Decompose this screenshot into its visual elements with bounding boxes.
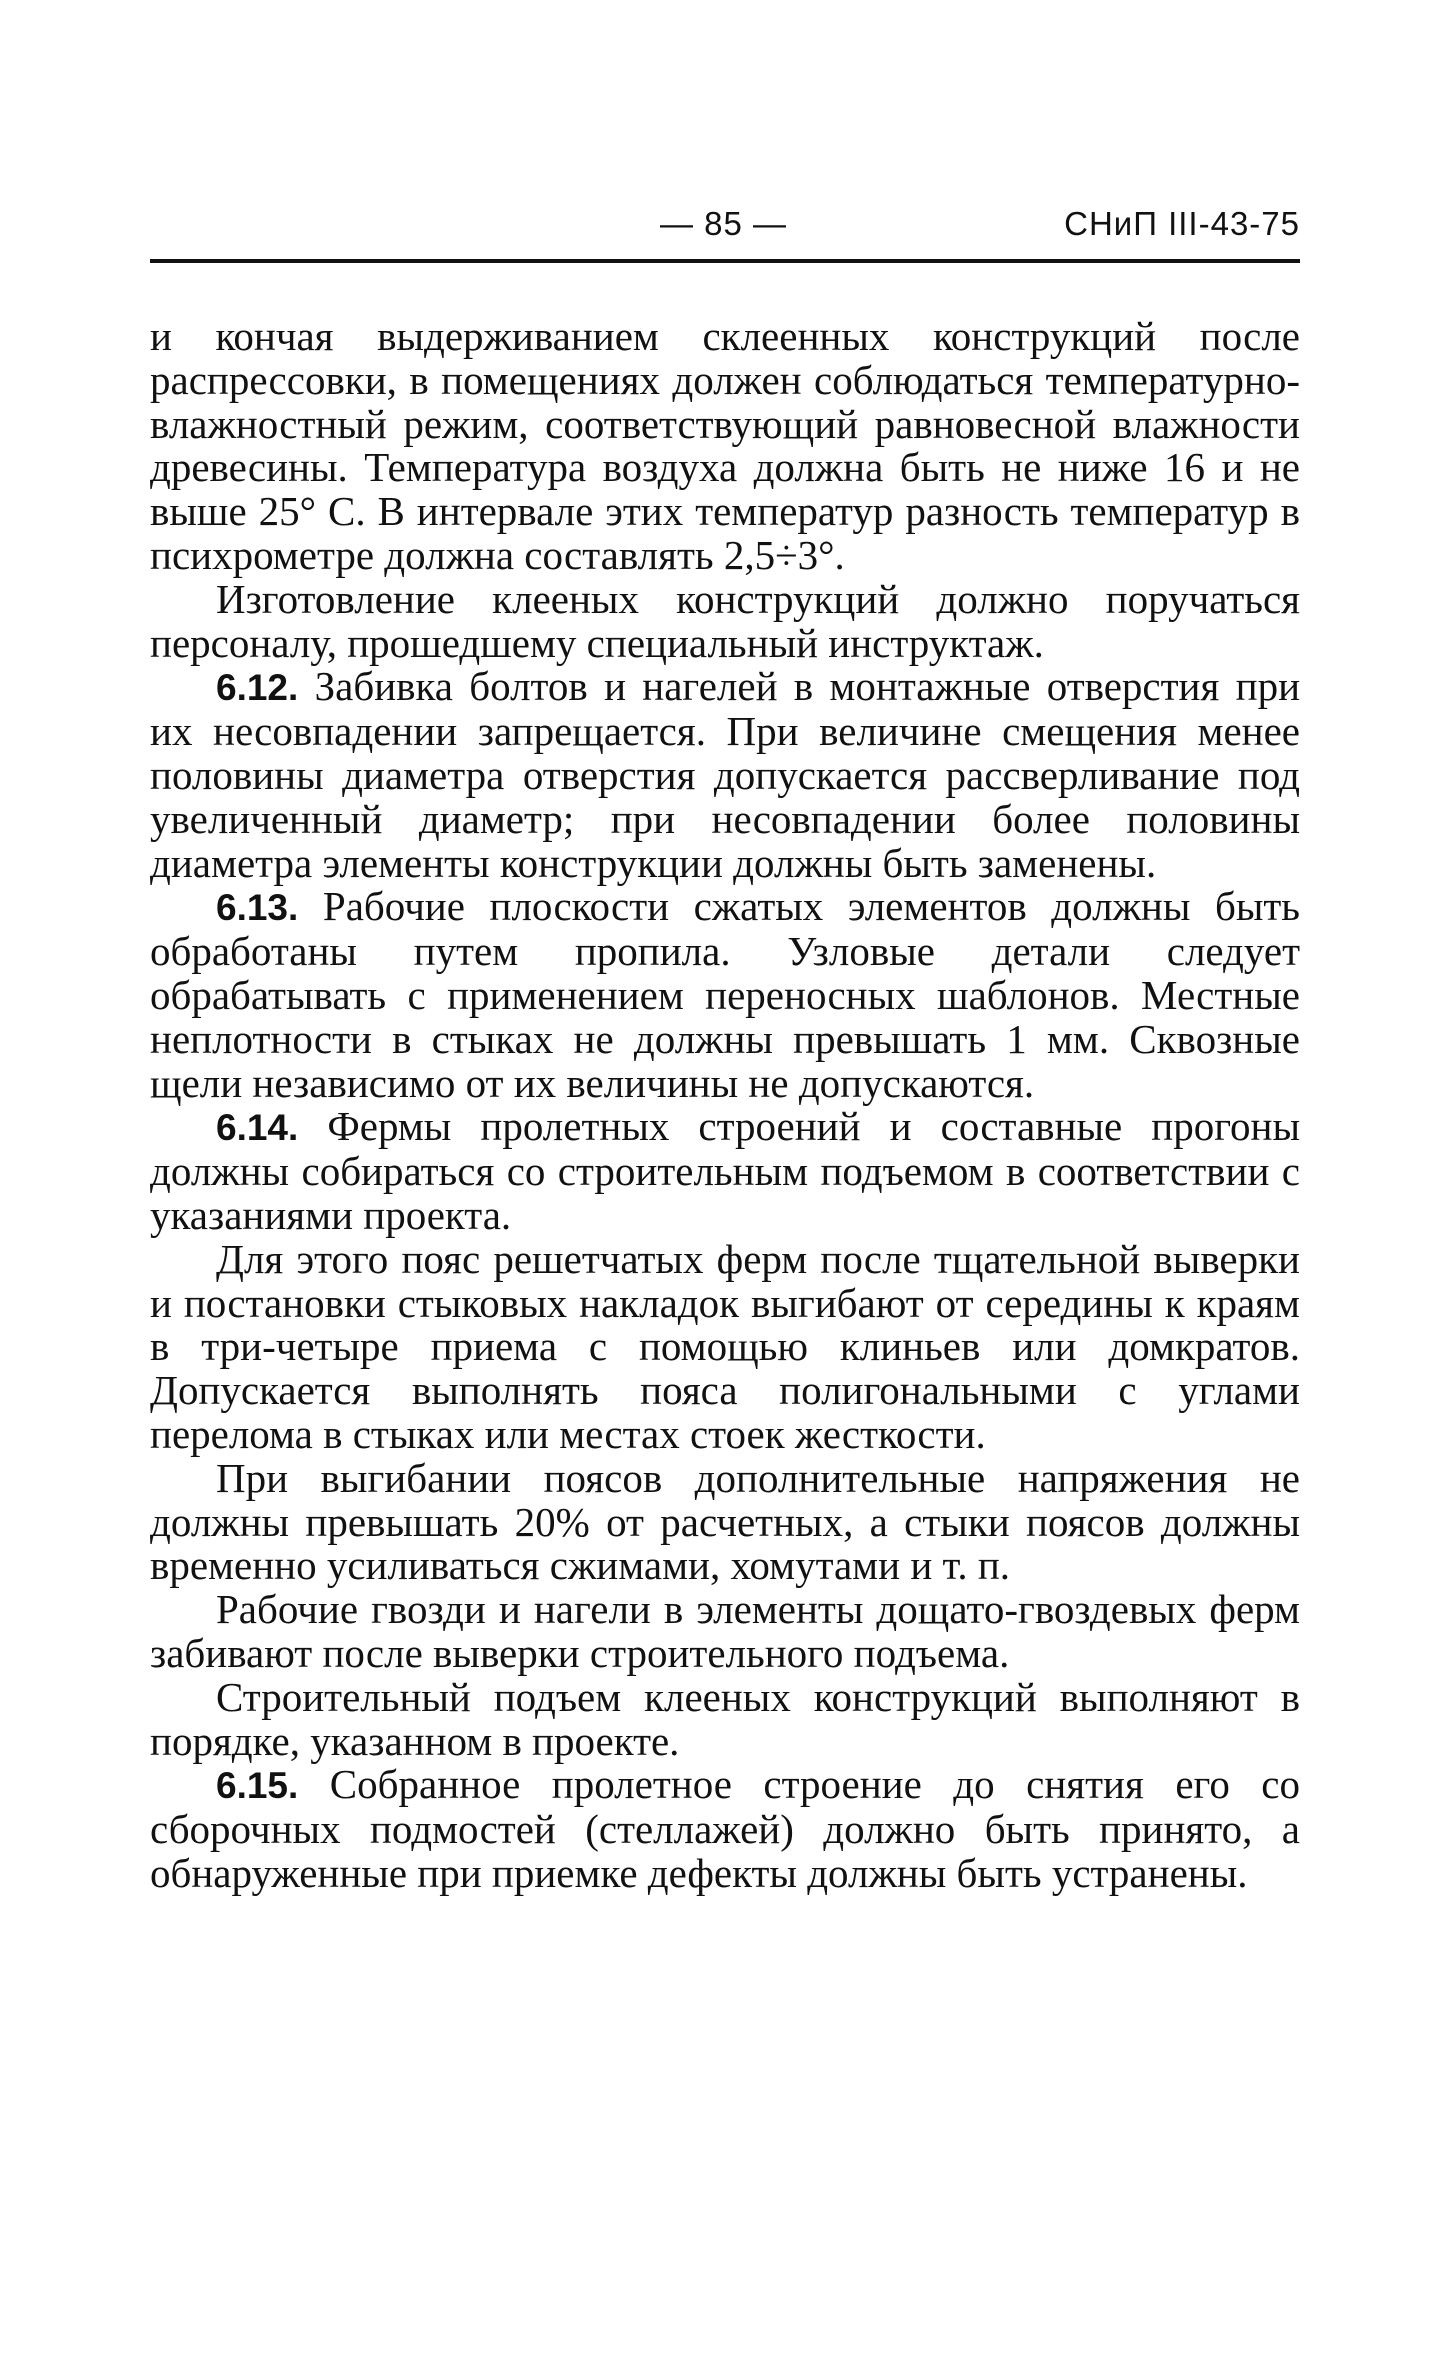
paragraph-text: Забивка болтов и нагелей в монтажные отверстия при их несовпадении запрещается. При величине смещения менее половины диаметра отверстия допускается рассверливание под увеличенный диаметр; при несовпадении более половины диаметра элементы конструкции должны быть заменены. (150, 663, 1301, 886)
page-header (150, 195, 1300, 253)
paragraph (150, 1235, 1300, 1457)
clause-6-13 (150, 885, 1300, 1105)
paragraph-text: Фермы пролетных строений и составные прогоны должны собираться со строительным подъемом в соответствии с указаниями проекта. (150, 1103, 1301, 1238)
clause-6-15 (150, 1763, 1300, 1895)
body-text (150, 315, 1300, 1896)
paragraph-text: Строительный подъем клееных конструкций выполняют в порядке, указанном в проекте. (150, 1673, 1300, 1764)
paragraph (150, 1673, 1300, 1764)
document-page (150, 195, 1300, 1896)
paragraph (150, 1588, 1300, 1676)
page-number: — 85 — (660, 205, 788, 242)
paragraph-text: При выгибании поясов дополнительные напряжения не должны превышать 20% от расчетных, а стыки поясов должны временно усиливаться сжимами, хомутами и т. п. (150, 1454, 1300, 1589)
paragraph-text: Рабочие гвозди и нагели в элементы дощато-гвоздевых ферм забивают после выверки строительного подъема. (150, 1586, 1300, 1676)
paragraph-text: и кончая выдерживанием склеенных конструкций после распрессовки, в помещениях должен соблюдаться температурно-влажностный режим, соответствующий равновесной влажности древесины. Температура воздуха должна быть не ниже 16 и не выше 25° С. В интервале этих температур разность температур в психрометре должна составлять 2,5÷3°. (150, 313, 1300, 578)
header-rule (150, 259, 1300, 263)
clause-number: 6.15. (216, 1765, 299, 1807)
paragraph-text: Рабочие плоскости сжатых элементов должны быть обработаны путем пропила. Узловые детали следует обрабатывать с применением переносных шаблонов. Местные неплотности в стыках не должны превышать 1 мм. Сквозные щели независимо от их величины не допускаются. (150, 883, 1300, 1106)
paragraph-continuation (150, 315, 1300, 578)
clause-6-14 (150, 1105, 1300, 1237)
clause-number: 6.14. (216, 1107, 299, 1149)
paragraph-text: Изготовление клееных конструкций должно поручаться персоналу, прошедшему специальный инструктаж. (150, 575, 1300, 666)
clause-6-12 (150, 665, 1300, 885)
clause-number: 6.13. (216, 887, 299, 929)
paragraph (150, 1454, 1300, 1589)
document-code: СНиП III-43-75 (1064, 205, 1300, 242)
clause-number: 6.12. (216, 667, 299, 709)
paragraph-text: Собранное пролетное строение до снятия его со сборочных подмостей (стеллажей) должно быть принято, а обнаруженные при приемке дефекты должны быть устранены. (150, 1761, 1301, 1896)
paragraph-text: Для этого пояс решетчатых ферм после тщательной выверки и постановки стыковых накладок выгибают от середины к краям в три-четыре приема с помощью клиньев или домкратов. Допускается выполнять пояса полигональными с углами перелома в стыках или местах стоек жесткости. (150, 1235, 1300, 1457)
paragraph (150, 575, 1300, 666)
